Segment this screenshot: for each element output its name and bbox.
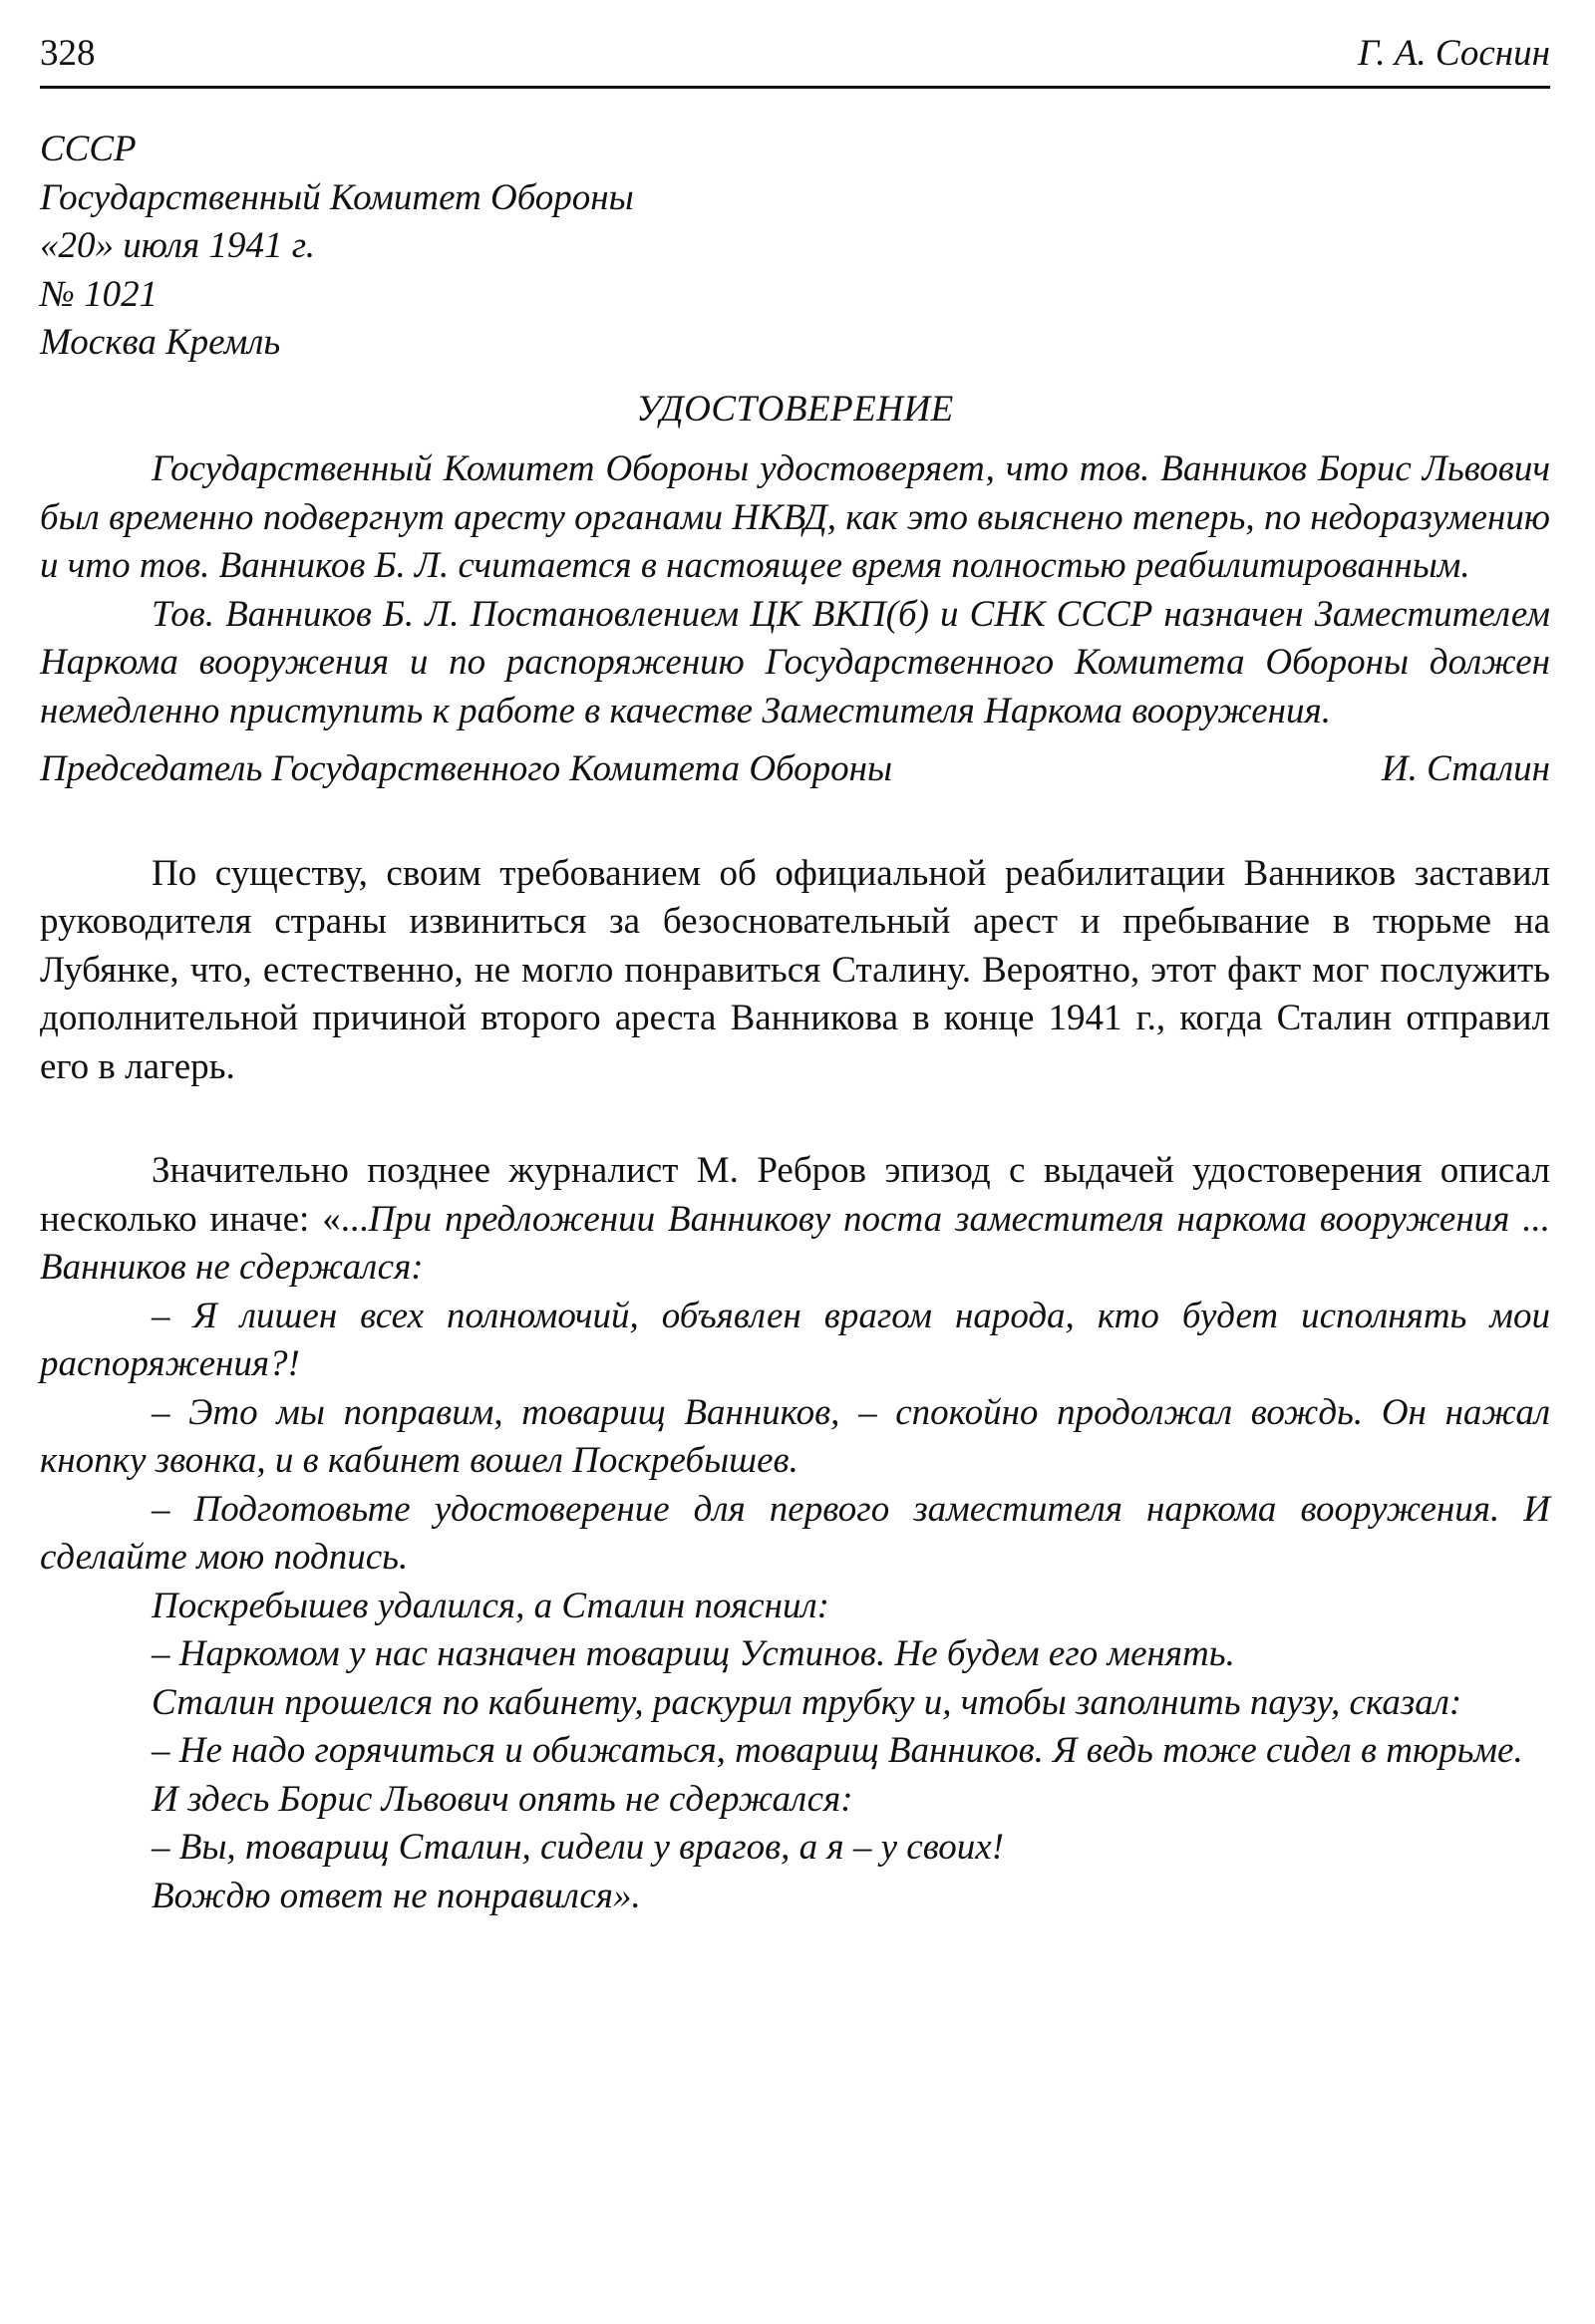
running-header (40, 28, 1550, 80)
doc-header-country: СССР (40, 129, 137, 169)
dialogue-line: Поскребышев удалился, а Сталин пояснил: (152, 1585, 829, 1626)
dialogue-line: Сталин прошелся по кабинету, раскурил трубку и, чтобы заполнить паузу, сказал: (152, 1681, 1462, 1723)
quote-intro (40, 1147, 1550, 1293)
document-header (40, 126, 1550, 368)
doc-header-authority: Государственный Комитет Обороны (40, 176, 634, 218)
commentary-paragraph: По существу, своим требованием об официальной реабилитации Ванников заставил руководителя страны извиниться за безосновательный арест и пребывание в тюрьме на Лубянке, что, естественно, не могло понравиться Сталину. Вероятно, этот факт мог послужить дополнительной причиной второго ареста Ванникова в конце 1941 г., когда Сталин отправил его в лагерь. (40, 852, 1550, 1087)
dialogue-line: – Я лишен всех полномочий, объявлен врагом народа, кто будет исполнять мои распоряжения?! (40, 1295, 1550, 1384)
doc-header-date: «20» июля 1941 г. (40, 225, 315, 266)
dialogue-line: – Это мы поправим, товарищ Ванников, – спокойно продолжал вождь. Он нажал кнопку звонка, и в кабинет вошел Поскребышев. (40, 1391, 1550, 1481)
dialogue-line: Вождю ответ не понравился». (152, 1875, 641, 1916)
document-title: УДОСТОВЕРЕНИЕ (636, 388, 954, 430)
doc-header-place: Москва Кремль (40, 322, 281, 363)
running-author: Г. А. Соснин (1358, 33, 1550, 74)
page-number: 328 (40, 33, 96, 74)
signature-position: Председатель Государственного Комитета Обороны (40, 748, 893, 789)
dialogue-line: – Не надо горячиться и обижаться, товарищ Ванников. Я ведь тоже сидел в тюрьме. (152, 1730, 1523, 1771)
signature-row (40, 745, 1550, 794)
page-content (40, 126, 1550, 1920)
dialogue-line: – Вы, товарищ Сталин, сидели у врагов, а я – у своих! (152, 1827, 1005, 1868)
dialogue-line: – Подготовьте удостоверение для первого заместителя наркома вооружения. И сделайте мою подпись. (40, 1488, 1550, 1578)
dialogue-line: – Наркомом у нас назначен товарищ Устинов. Не будем его менять. (152, 1633, 1235, 1674)
quote-intro-plain: Значительно позднее журналист М. Ребров эпизод с выдачей удостоверения описал несколько иначе: «... (40, 1150, 1550, 1240)
document-paragraph: Государственный Комитет Обороны удостоверяет, что тов. Ванников Борис Львович был временно подвергнут аресту органами НКВД, как это выяснено теперь, по недоразумению и что тов. Ванников Б. Л. считается в настоящее время полностью реабилитированным. (40, 448, 1550, 586)
header-rule (40, 86, 1550, 89)
commentary (40, 850, 1550, 1092)
dialogue-line: И здесь Борис Львович опять не сдержался: (152, 1778, 853, 1820)
document-paragraph: Тов. Ванников Б. Л. Постановлением ЦК ВКП(б) и СНК СССР назначен Заместителем Наркома вооружения и по распоряжению Государственного Комитета Обороны должен немедленно приступить к работе в качестве Заместителя Наркома вооружения. (40, 593, 1550, 731)
quote-intro-italic: При предложении Ванникову поста заместителя наркома вооружения ... Ванников не сдержался: (40, 1198, 1550, 1288)
quote-block (40, 1147, 1550, 1920)
doc-header-number: № 1021 (40, 273, 159, 315)
signature-name: И. Сталин (1381, 748, 1550, 789)
